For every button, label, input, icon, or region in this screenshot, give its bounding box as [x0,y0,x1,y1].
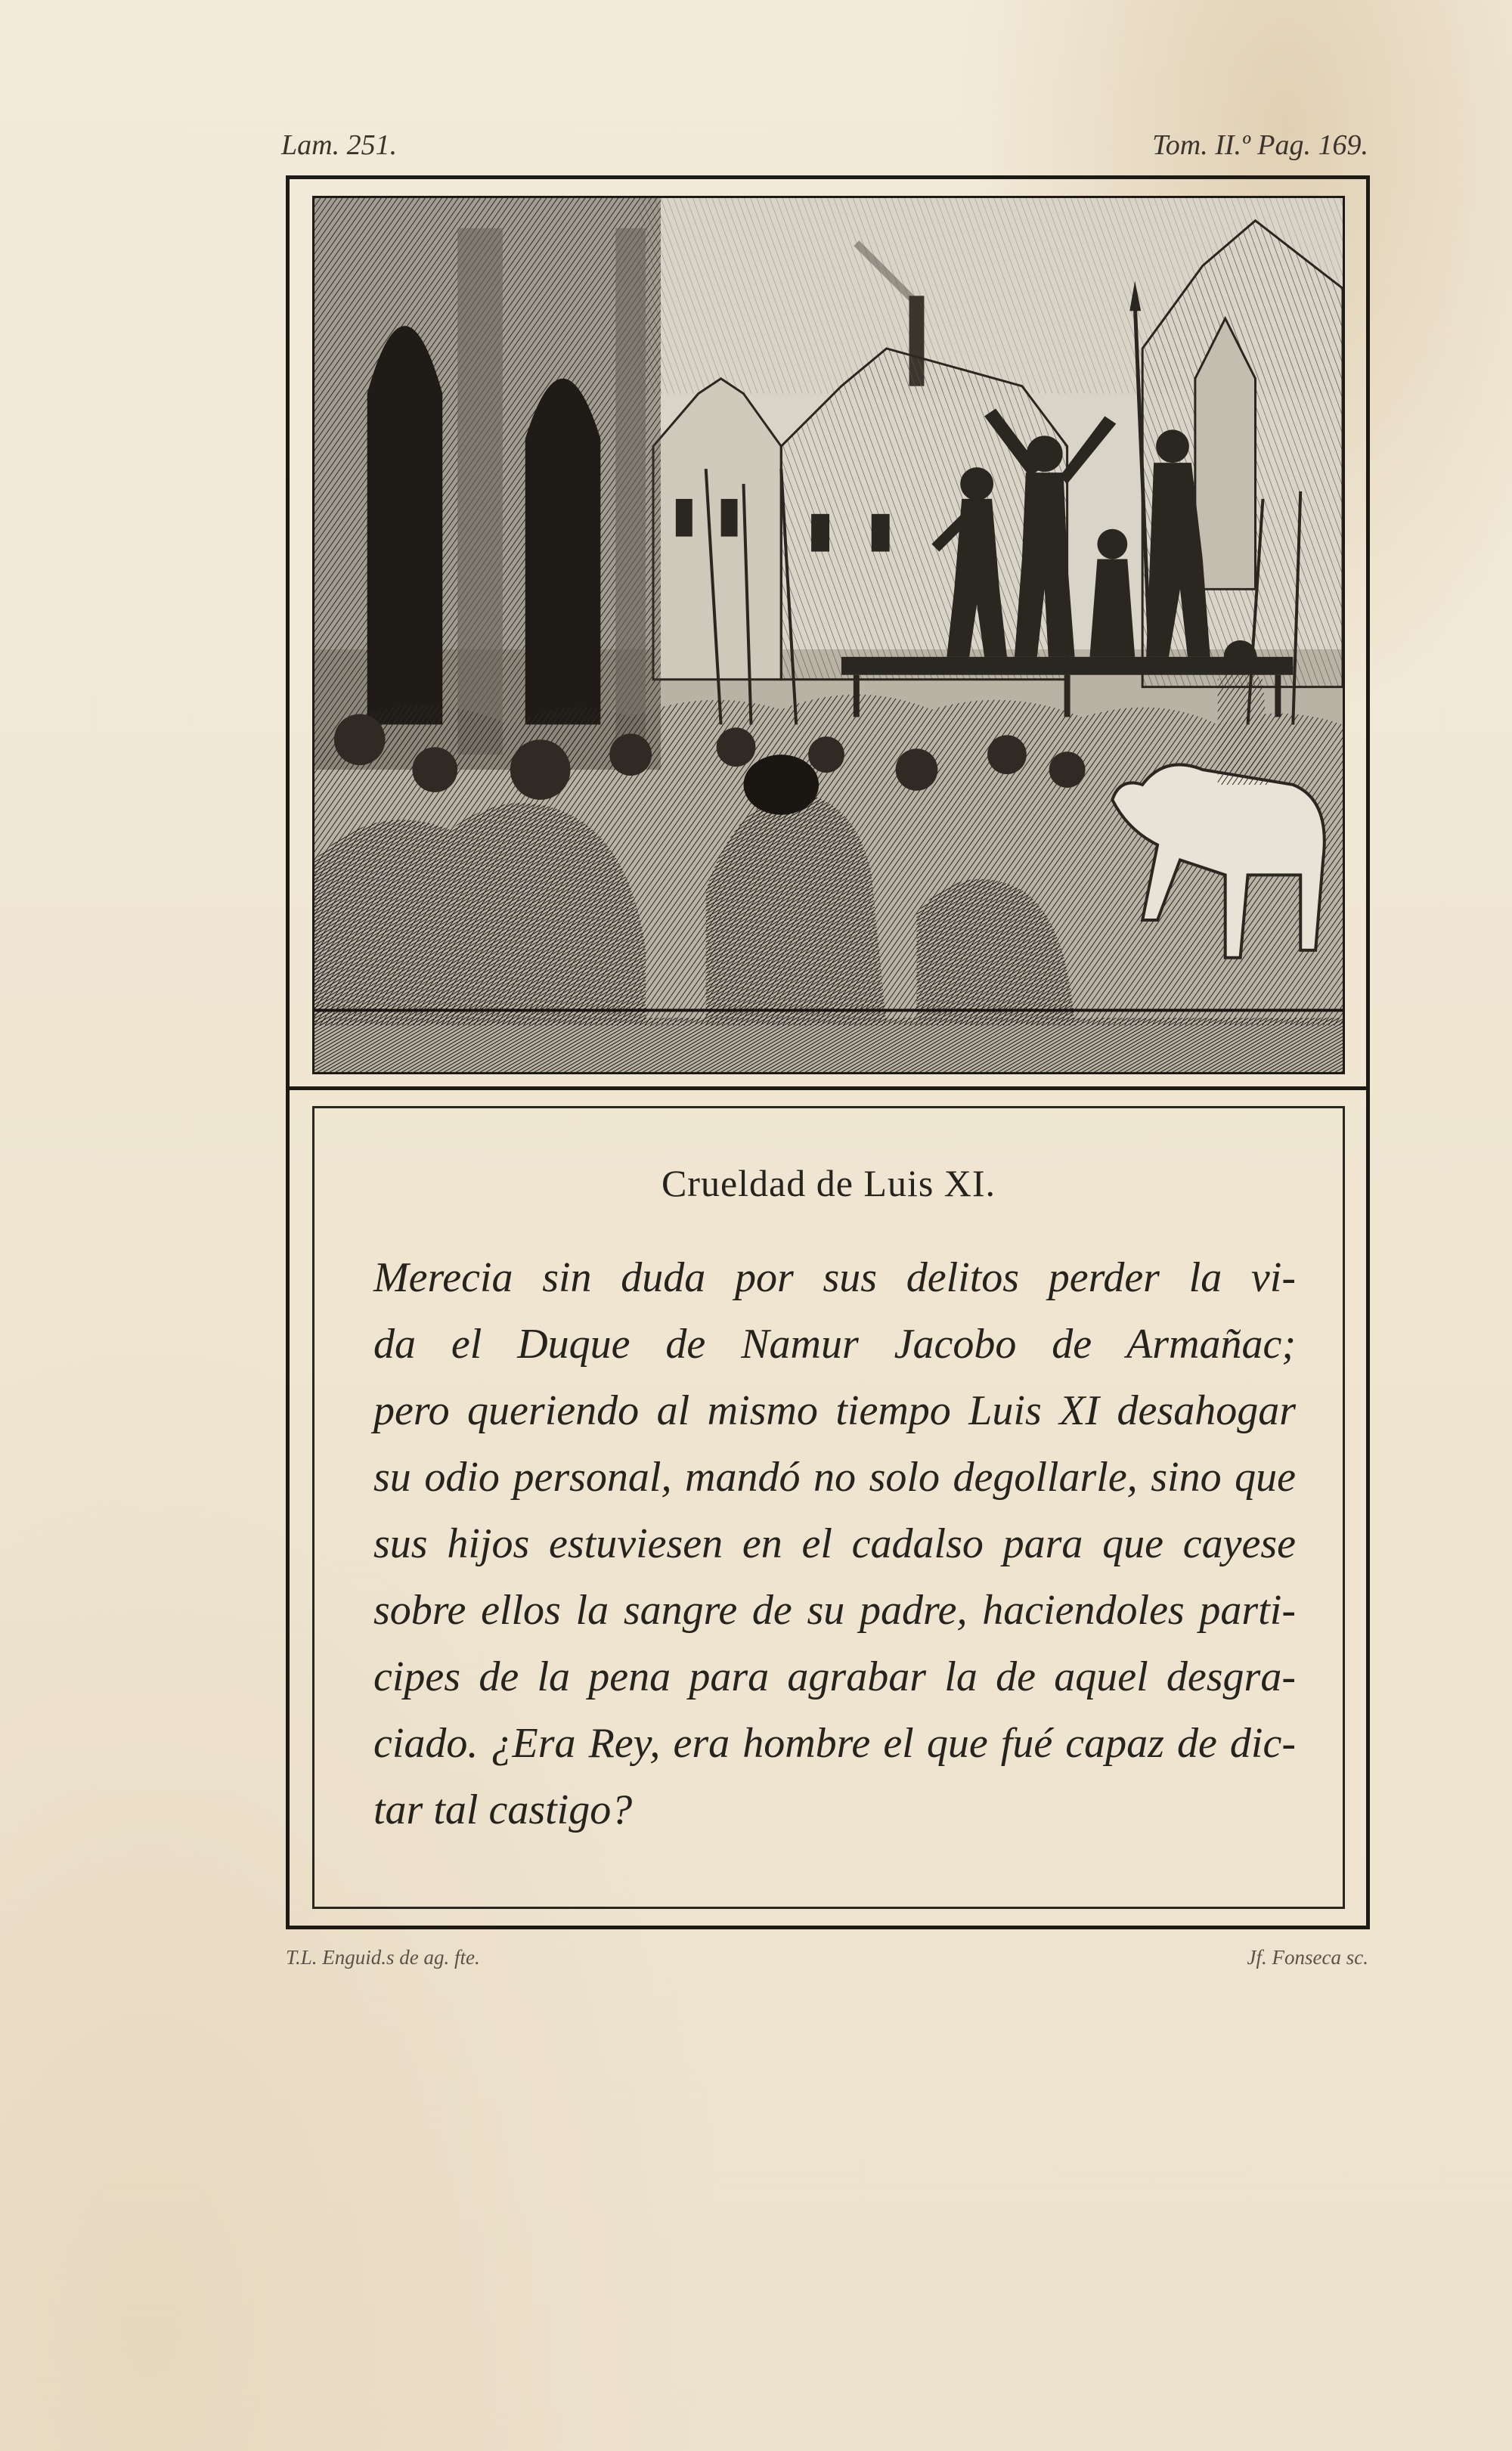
description-line: da el Duque de Namur Jacobo de Armañac; [373,1321,1296,1368]
engraving-scene-image [314,198,1343,1072]
description-line: pero queriendo al mismo tiempo Luis XI desahogar [373,1387,1296,1434]
plate-number: Lam. 251. [281,129,398,161]
description-line: su odio personal, mandó no solo degollarle, sino que [373,1454,1296,1501]
plate-description [373,1244,1296,1843]
caption-box [312,1106,1345,1909]
description-line: ciado. ¿Era Rey, era hombre el que fué capaz de dic- [373,1720,1296,1767]
description-line: sus hijos estuviesen en el cadalso para que cayese [373,1520,1296,1567]
volume-page-reference: Tom. II.º Pag. 169. [1152,129,1368,161]
plate-frame [286,175,1370,1929]
description-line: tar tal castigo? [373,1786,633,1833]
engraver-credit: Jf. Fonseca sc. [1247,1946,1368,1969]
description-line: sobre ellos la sangre de su padre, haciendoles parti- [373,1587,1296,1634]
engraving-illustration [312,196,1345,1074]
drawer-credit: T.L. Enguid.s de ag. fte. [286,1946,480,1969]
description-line: cipes de la pena para agrabar la de aquel desgra- [373,1653,1296,1700]
plate-title: Crueldad de Luis XI. [661,1162,996,1204]
frame-divider [290,1086,1366,1090]
description-line: Merecia sin duda por sus delitos perder la vi- [373,1254,1296,1301]
